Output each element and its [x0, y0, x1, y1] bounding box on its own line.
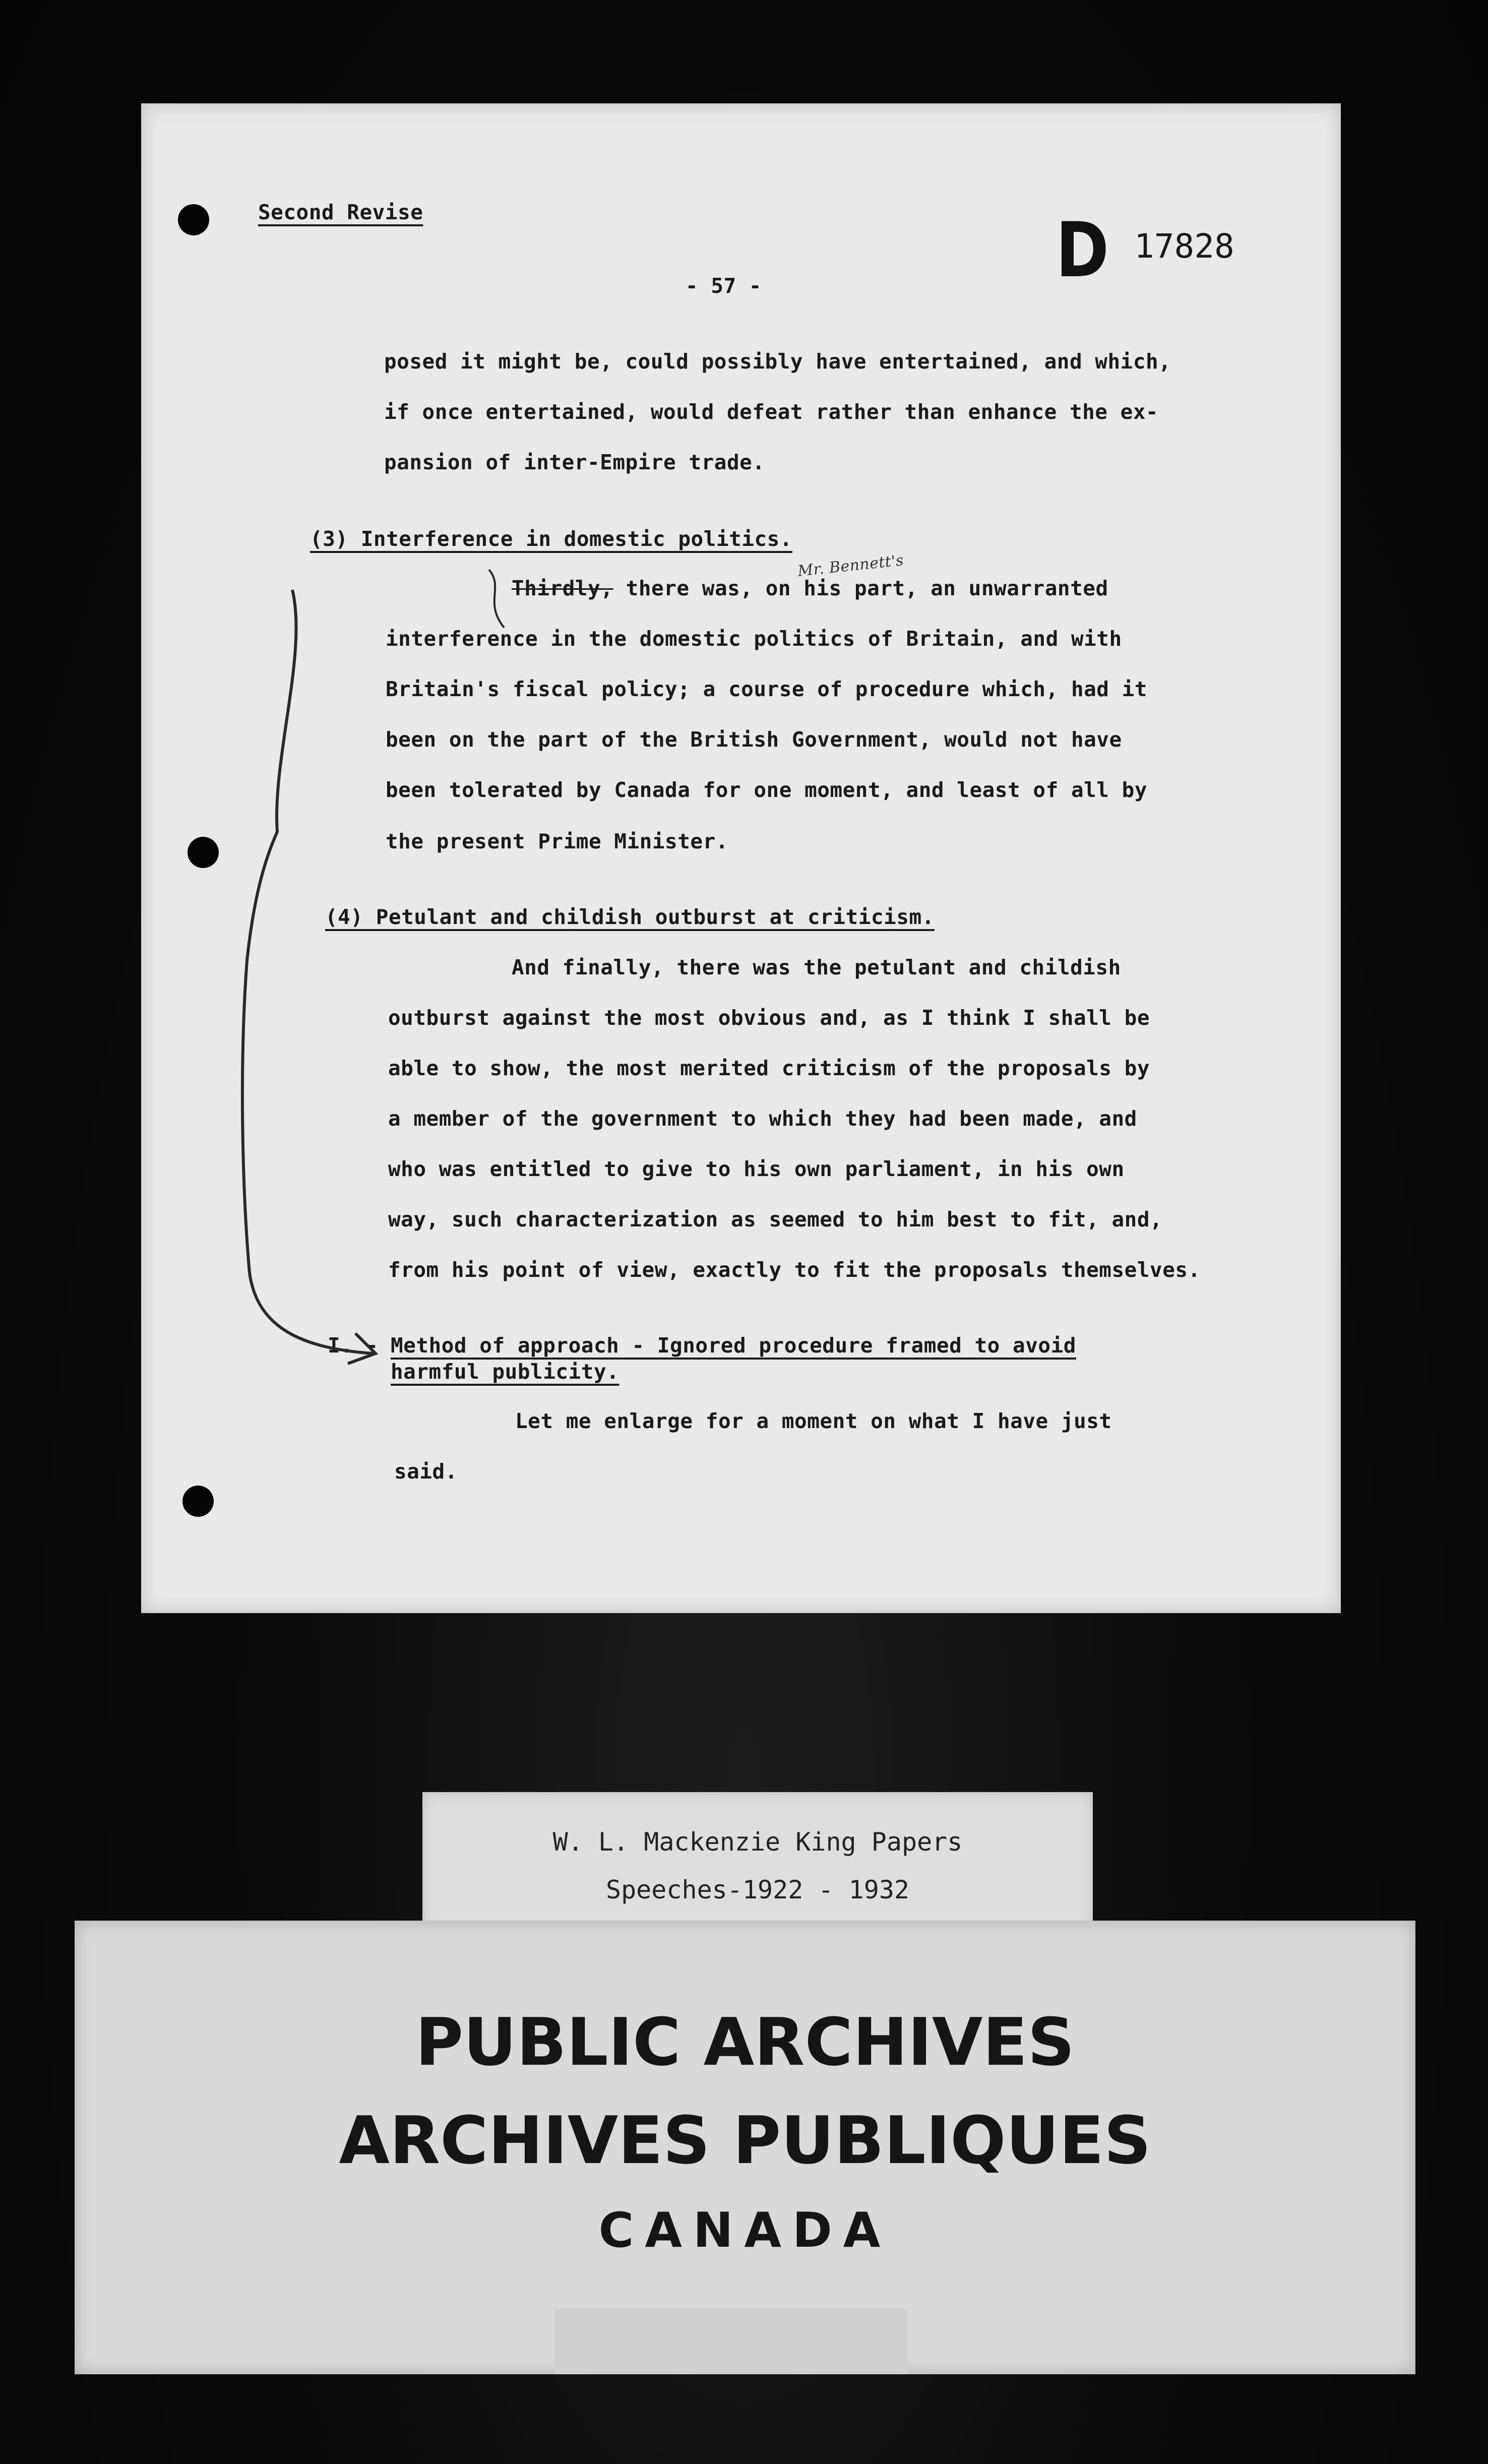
text-line: posed it might be, could possibly have entertained, and which,: [384, 349, 1171, 374]
section-heading-line1: Method of approach - Ignored procedure framed to avoid: [391, 1333, 1076, 1358]
archives-stamp: [75, 1921, 1415, 2374]
handwritten-annotation: Mr. Bennett's: [796, 551, 905, 580]
paragraph-4-line: who was entitled to give to his own parliament, in his own: [388, 1157, 1125, 1181]
archives-line1: PUBLIC ARCHIVES: [415, 2004, 1075, 2080]
typed-page: [141, 103, 1341, 1613]
archives-line3: CANADA: [598, 2203, 892, 2258]
heading-4: (4) Petulant and childish outburst at criticism.: [325, 905, 935, 929]
paragraph-4-line: And finally, there was the petulant and childish: [512, 955, 1121, 979]
paragraph-4-line: from his point of view, exactly to fit the proposals themselves.: [388, 1258, 1201, 1282]
paragraph-3-line: the present Prime Minister.: [386, 829, 728, 853]
doc-letter: D: [1056, 207, 1109, 294]
struck-word: Thirdly,: [512, 576, 613, 600]
papers-label: [422, 1792, 1093, 1933]
paragraph-4-line: way, such characterization as seemed to him best to fit, and,: [388, 1207, 1163, 1231]
text-line: if once entertained, would defeat rather than enhance the ex-: [384, 400, 1159, 424]
paragraph-3-line: Britain's fiscal policy; a course of procedure which, had it: [386, 677, 1148, 701]
paragraph-3-line: interference in the domestic politics of Britain, and with: [386, 627, 1122, 651]
doc-number: 17828: [1134, 227, 1234, 266]
section-number: I. -: [328, 1333, 379, 1358]
revision-label: Second Revise: [258, 200, 423, 224]
paragraph-3-first-line: there was, on his part, an unwarranted: [613, 576, 1108, 600]
label-tab: [554, 2309, 907, 2374]
text-line: pansion of inter-Empire trade.: [384, 450, 765, 474]
paragraph-4-line: outburst against the most obvious and, as I think I shall be: [388, 1006, 1150, 1030]
papers-label-line2: Speeches-1922 - 1932: [605, 1875, 910, 1904]
papers-label-line1: W. L. Mackenzie King Papers: [552, 1827, 963, 1857]
paragraph-3-line: been tolerated by Canada for one moment, and least of all by: [386, 778, 1148, 802]
closing-line: Let me enlarge for a moment on what I have just: [515, 1409, 1112, 1433]
heading-3: (3) Interference in domestic politics.: [310, 527, 792, 551]
section-heading-line2: harmful publicity.: [391, 1360, 619, 1384]
paragraph-4-line: a member of the government to which they had been made, and: [388, 1106, 1137, 1131]
paragraph-3-line: been on the part of the British Government, would not have: [386, 727, 1122, 752]
page-number: - 57 -: [686, 274, 762, 298]
closing-line: said.: [394, 1459, 458, 1484]
paragraph-4-line: able to show, the most merited criticism of the proposals by: [388, 1056, 1150, 1080]
archives-line2: ARCHIVES PUBLIQUES: [339, 2102, 1151, 2179]
pencil-bracket-arrow: [141, 103, 1341, 1613]
